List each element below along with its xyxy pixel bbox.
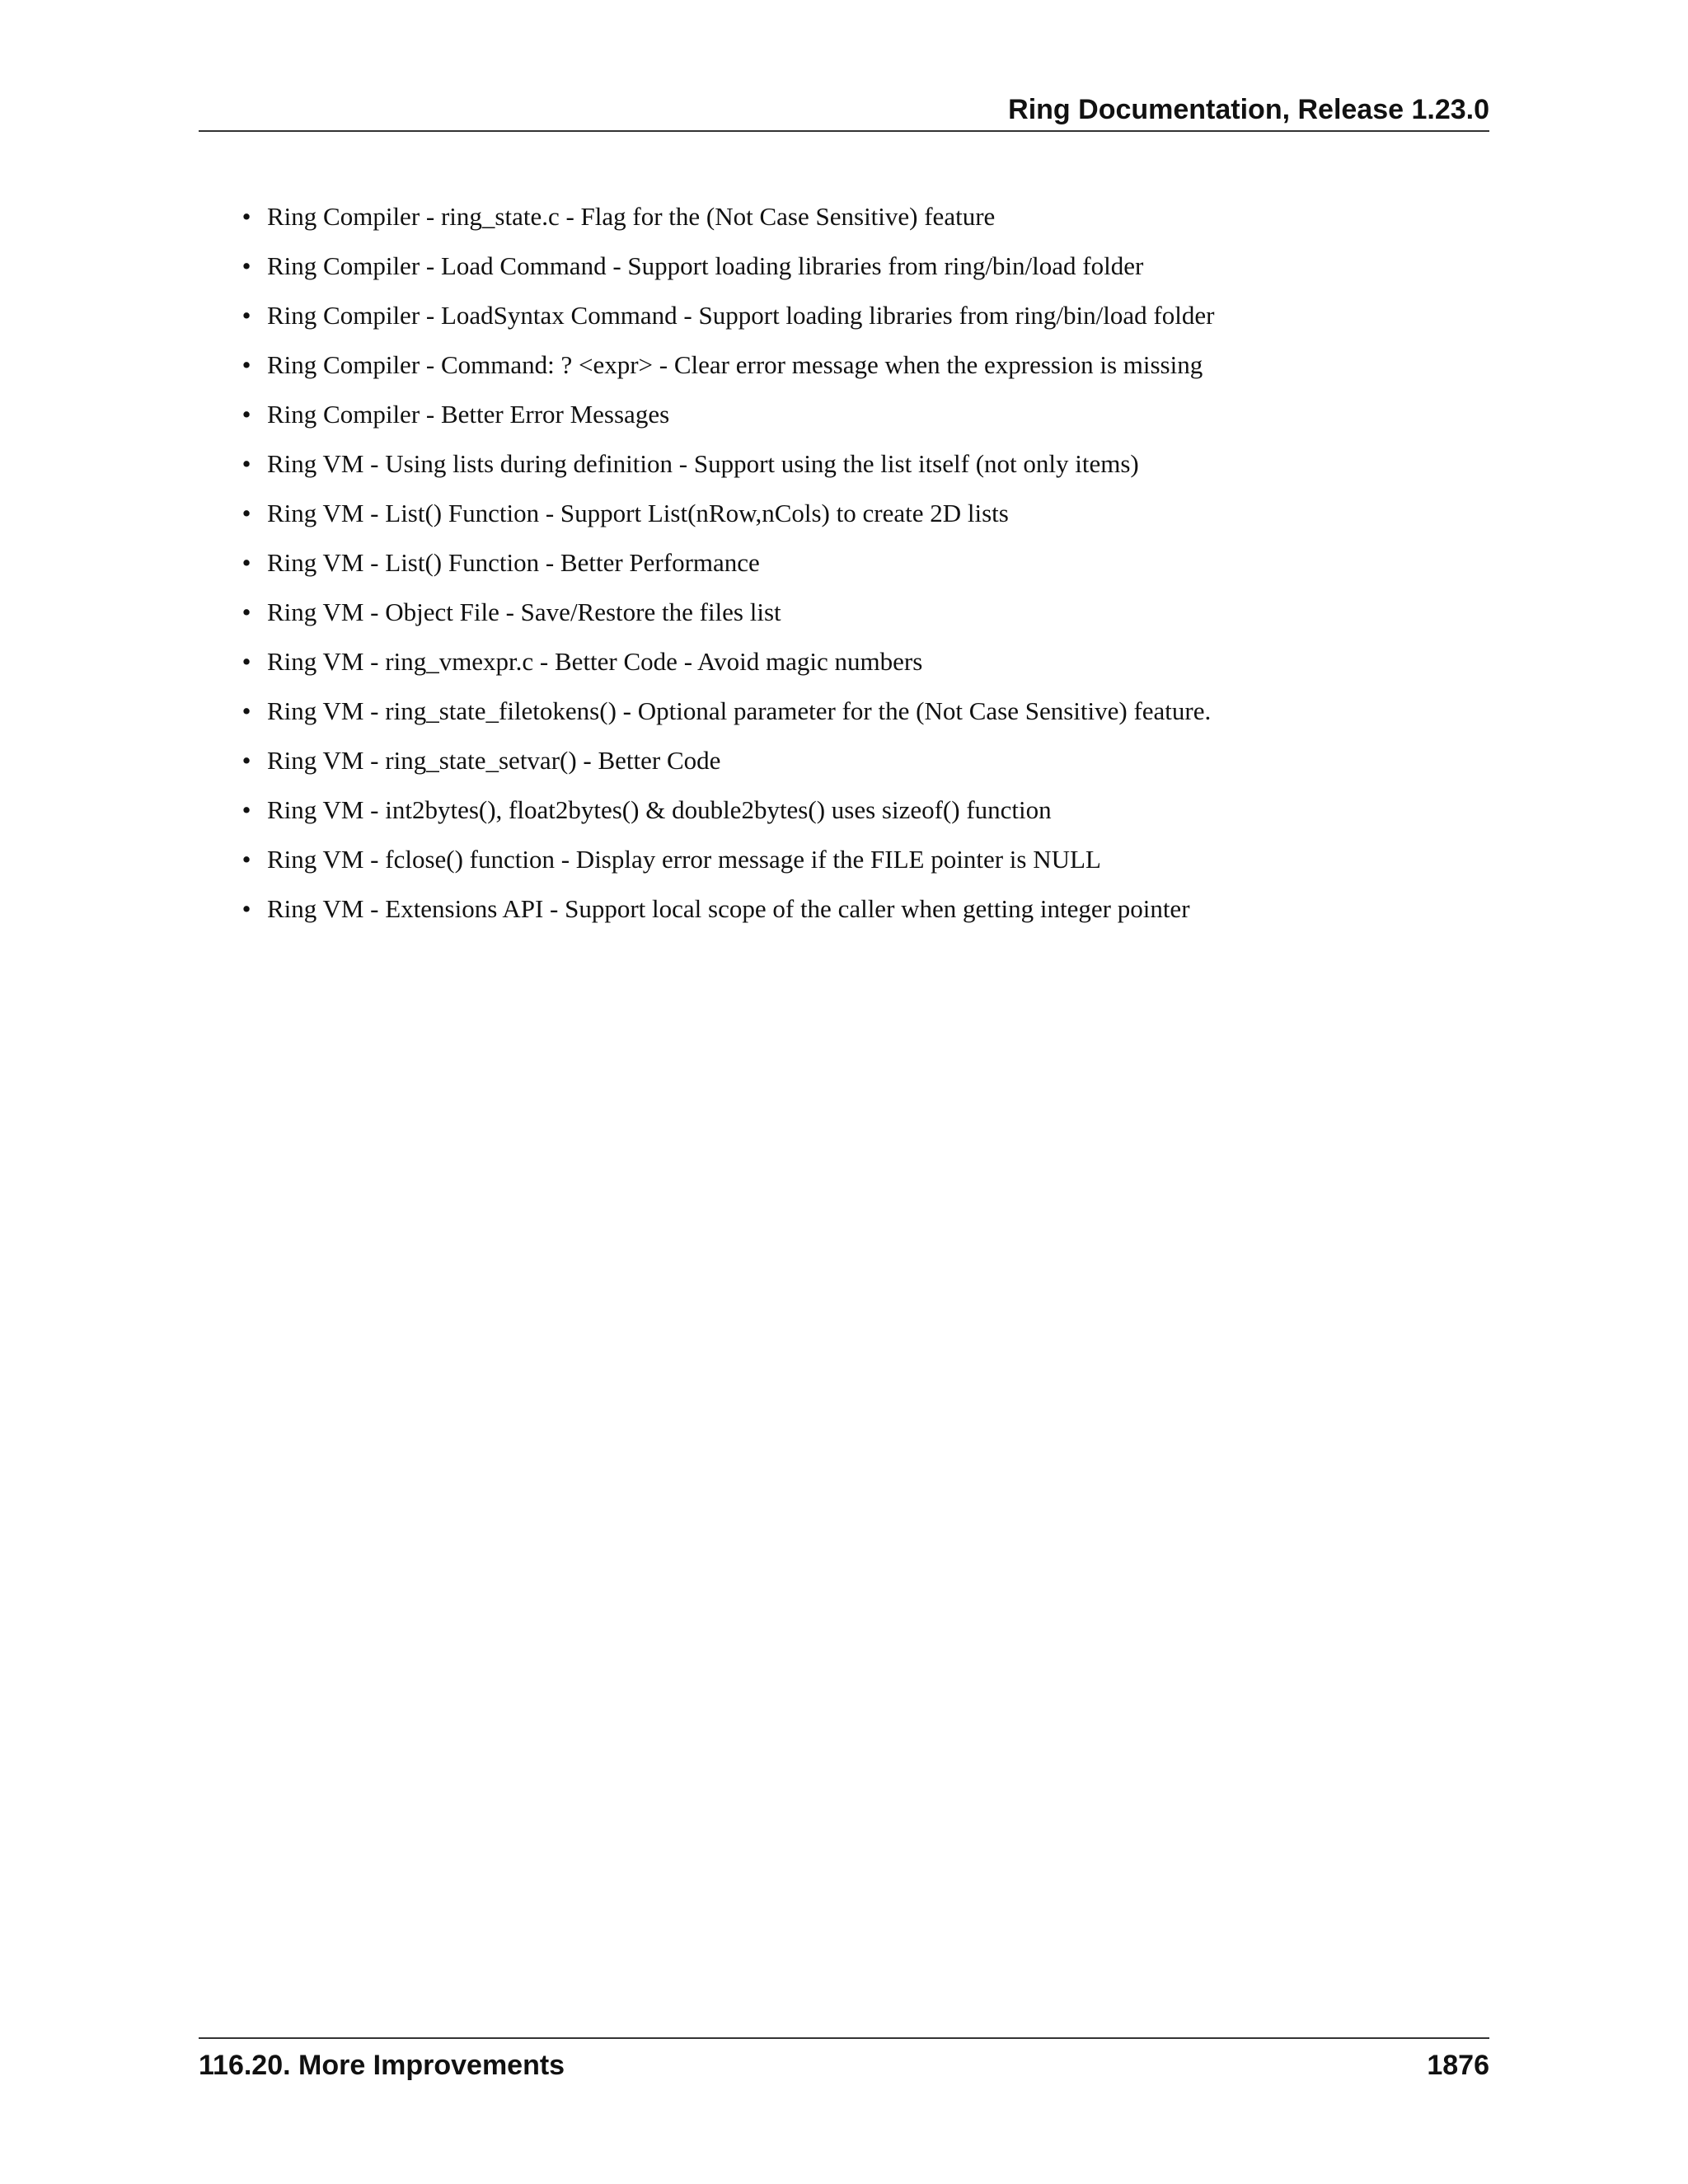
list-item-text: Ring Compiler - Load Command - Support loading libraries from ring/bin/load folder	[267, 251, 1144, 280]
bullet-icon: •	[241, 202, 251, 231]
bullet-icon: •	[241, 647, 251, 676]
list-item-text: Ring VM - ring_vmexpr.c - Better Code - Avoid magic numbers	[267, 647, 923, 676]
bullet-icon: •	[241, 350, 251, 379]
list-item-text: Ring VM - Object File - Save/Restore the files list	[267, 598, 781, 626]
bullet-icon: •	[241, 400, 251, 429]
bullet-icon: •	[241, 795, 251, 824]
document-title: Ring Documentation, Release 1.23.0	[1008, 94, 1489, 125]
bullet-icon: •	[241, 499, 251, 527]
page-footer	[199, 2037, 1489, 2087]
list-item-text: Ring VM - List() Function - Better Performance	[267, 548, 760, 577]
list-item-text: Ring VM - ring_state_filetokens() - Optional parameter for the (Not Case Sensitive) feature.	[267, 696, 1212, 725]
bullet-icon: •	[241, 548, 251, 577]
bullet-icon: •	[241, 449, 251, 478]
bullet-icon: •	[241, 301, 251, 330]
list-item-text: Ring VM - fclose() function - Display error message if the FILE pointer is NULL	[267, 845, 1101, 874]
bullet-icon: •	[241, 746, 251, 775]
bullet-icon: •	[241, 696, 251, 725]
footer-section-title: 116.20. More Improvements	[199, 2050, 565, 2081]
list-item-text: Ring VM - Extensions API - Support local scope of the caller when getting integer pointer	[267, 894, 1190, 923]
bullet-icon: •	[241, 894, 251, 923]
list-item-text: Ring VM - int2bytes(), float2bytes() & double2bytes() uses sizeof() function	[267, 795, 1052, 824]
list-item-text: Ring VM - List() Function - Support List(nRow,nCols) to create 2D lists	[267, 499, 1009, 527]
list-item-text: Ring Compiler - ring_state.c - Flag for the (Not Case Sensitive) feature	[267, 202, 996, 231]
list-item-text: Ring Compiler - Command: ? <expr> - Clear error message when the expression is missing	[267, 350, 1203, 379]
list-item-text: Ring Compiler - LoadSyntax Command - Support loading libraries from ring/bin/load folder	[267, 301, 1215, 330]
bullet-icon: •	[241, 598, 251, 626]
bullet-icon: •	[241, 845, 251, 874]
list-item-text: Ring Compiler - Better Error Messages	[267, 400, 670, 429]
list-item-text: Ring VM - Using lists during definition - Support using the list itself (not only items)	[267, 449, 1139, 478]
page-header	[199, 89, 1489, 132]
page-number: 1876	[1427, 2050, 1489, 2081]
bullet-icon: •	[241, 251, 251, 280]
list-item-text: Ring VM - ring_state_setvar() - Better Code	[267, 746, 721, 775]
